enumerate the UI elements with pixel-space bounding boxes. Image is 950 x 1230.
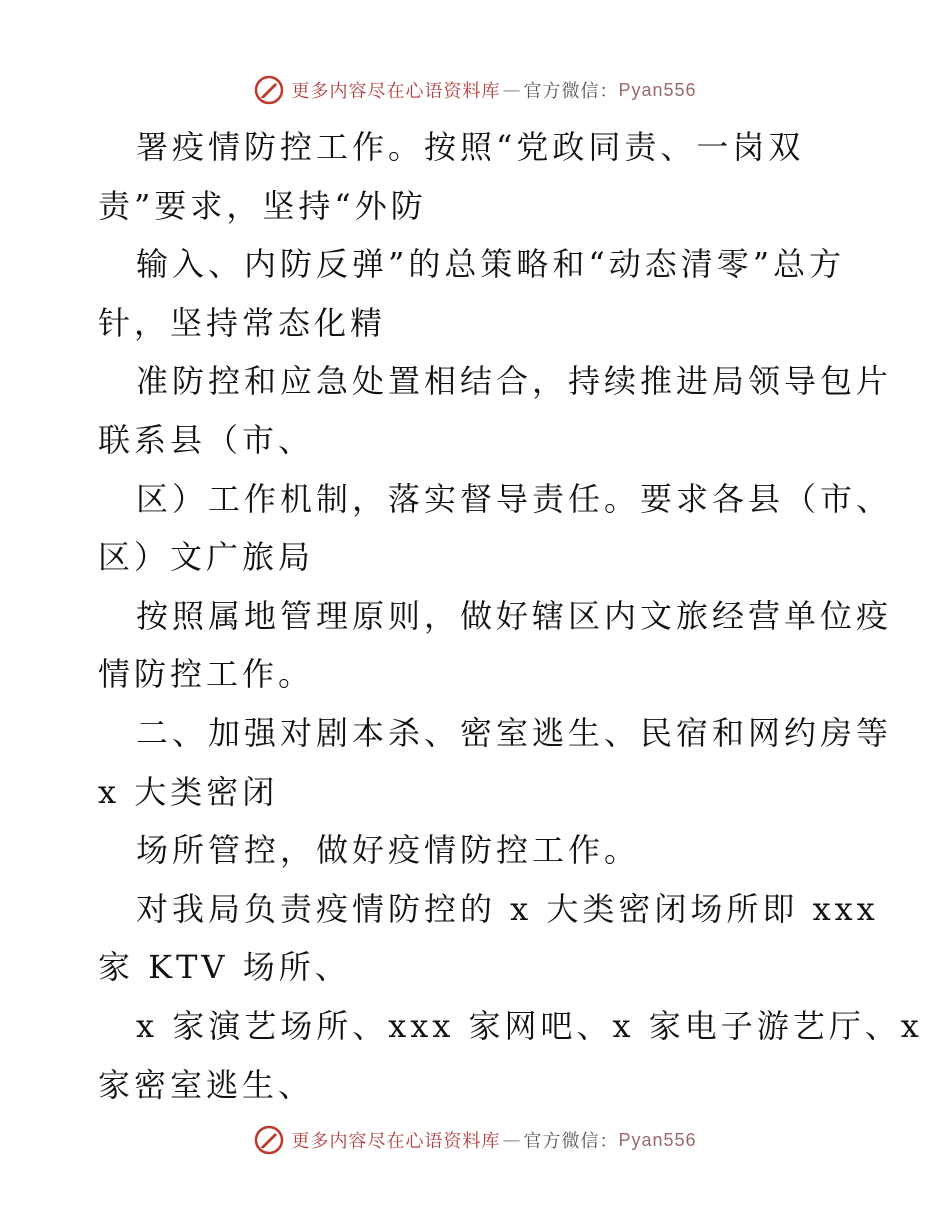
footer-watermark [0,1120,950,1160]
text-line: 责”要求，坚持“外防 [98,186,427,225]
watermark-wechat-id: Pyan556 [618,1129,697,1150]
text-line: 区）工作机制，落实督导责任。要求各县（市、 [136,479,893,518]
text-line: 署疫情防控工作。按照“党政同责、一岗双 [136,128,805,166]
document-body [98,118,923,1114]
text-line: 准防控和应急处置相结合，持续推进局领导包片 [136,362,893,401]
watermark-wechat-id: Pyan556 [618,79,697,100]
text-line: 区）文广旅局 [98,538,315,577]
watermark-text: 更多内容尽在心语资料库 [291,81,501,102]
text-line: 按照属地管理原则，做好辖区内文旅经营单位疫 [136,596,893,635]
text-line: 场所管控，做好疫情防控工作。 [136,831,641,870]
text-line: 输入、内防反弹”的总策略和“动态清零”总方 [136,245,846,284]
text-line: 联系县（市、 [98,420,315,459]
header-watermark [0,70,950,110]
text-line: 二、加强对剧本杀、密室逃生、民宿和网约房等 [136,713,893,752]
watermark-official-label: 官方微信： [523,1131,619,1152]
text-line: 针，坚持常态化精 [98,303,387,342]
text-line: x 家演艺场所、xxx 家网吧、x 家电子游艺厅、x [136,1006,923,1045]
text-line: 家 KTV 场所、 [98,948,351,987]
watermark-official-label: 官方微信： [523,81,619,102]
watermark-dash: — [502,79,522,101]
quill-logo-icon [253,1124,285,1156]
watermark-text: 更多内容尽在心语资料库 [291,1131,501,1152]
watermark-dash: — [502,1129,522,1151]
text-line: 情防控工作。 [98,655,315,694]
text-line: 家密室逃生、 [98,1065,315,1104]
text-line: 对我局负责疫情防控的 x 大类密闭场所即 xxx [136,889,879,928]
quill-logo-icon [253,74,285,106]
text-line: x 大类密闭 [98,772,279,811]
